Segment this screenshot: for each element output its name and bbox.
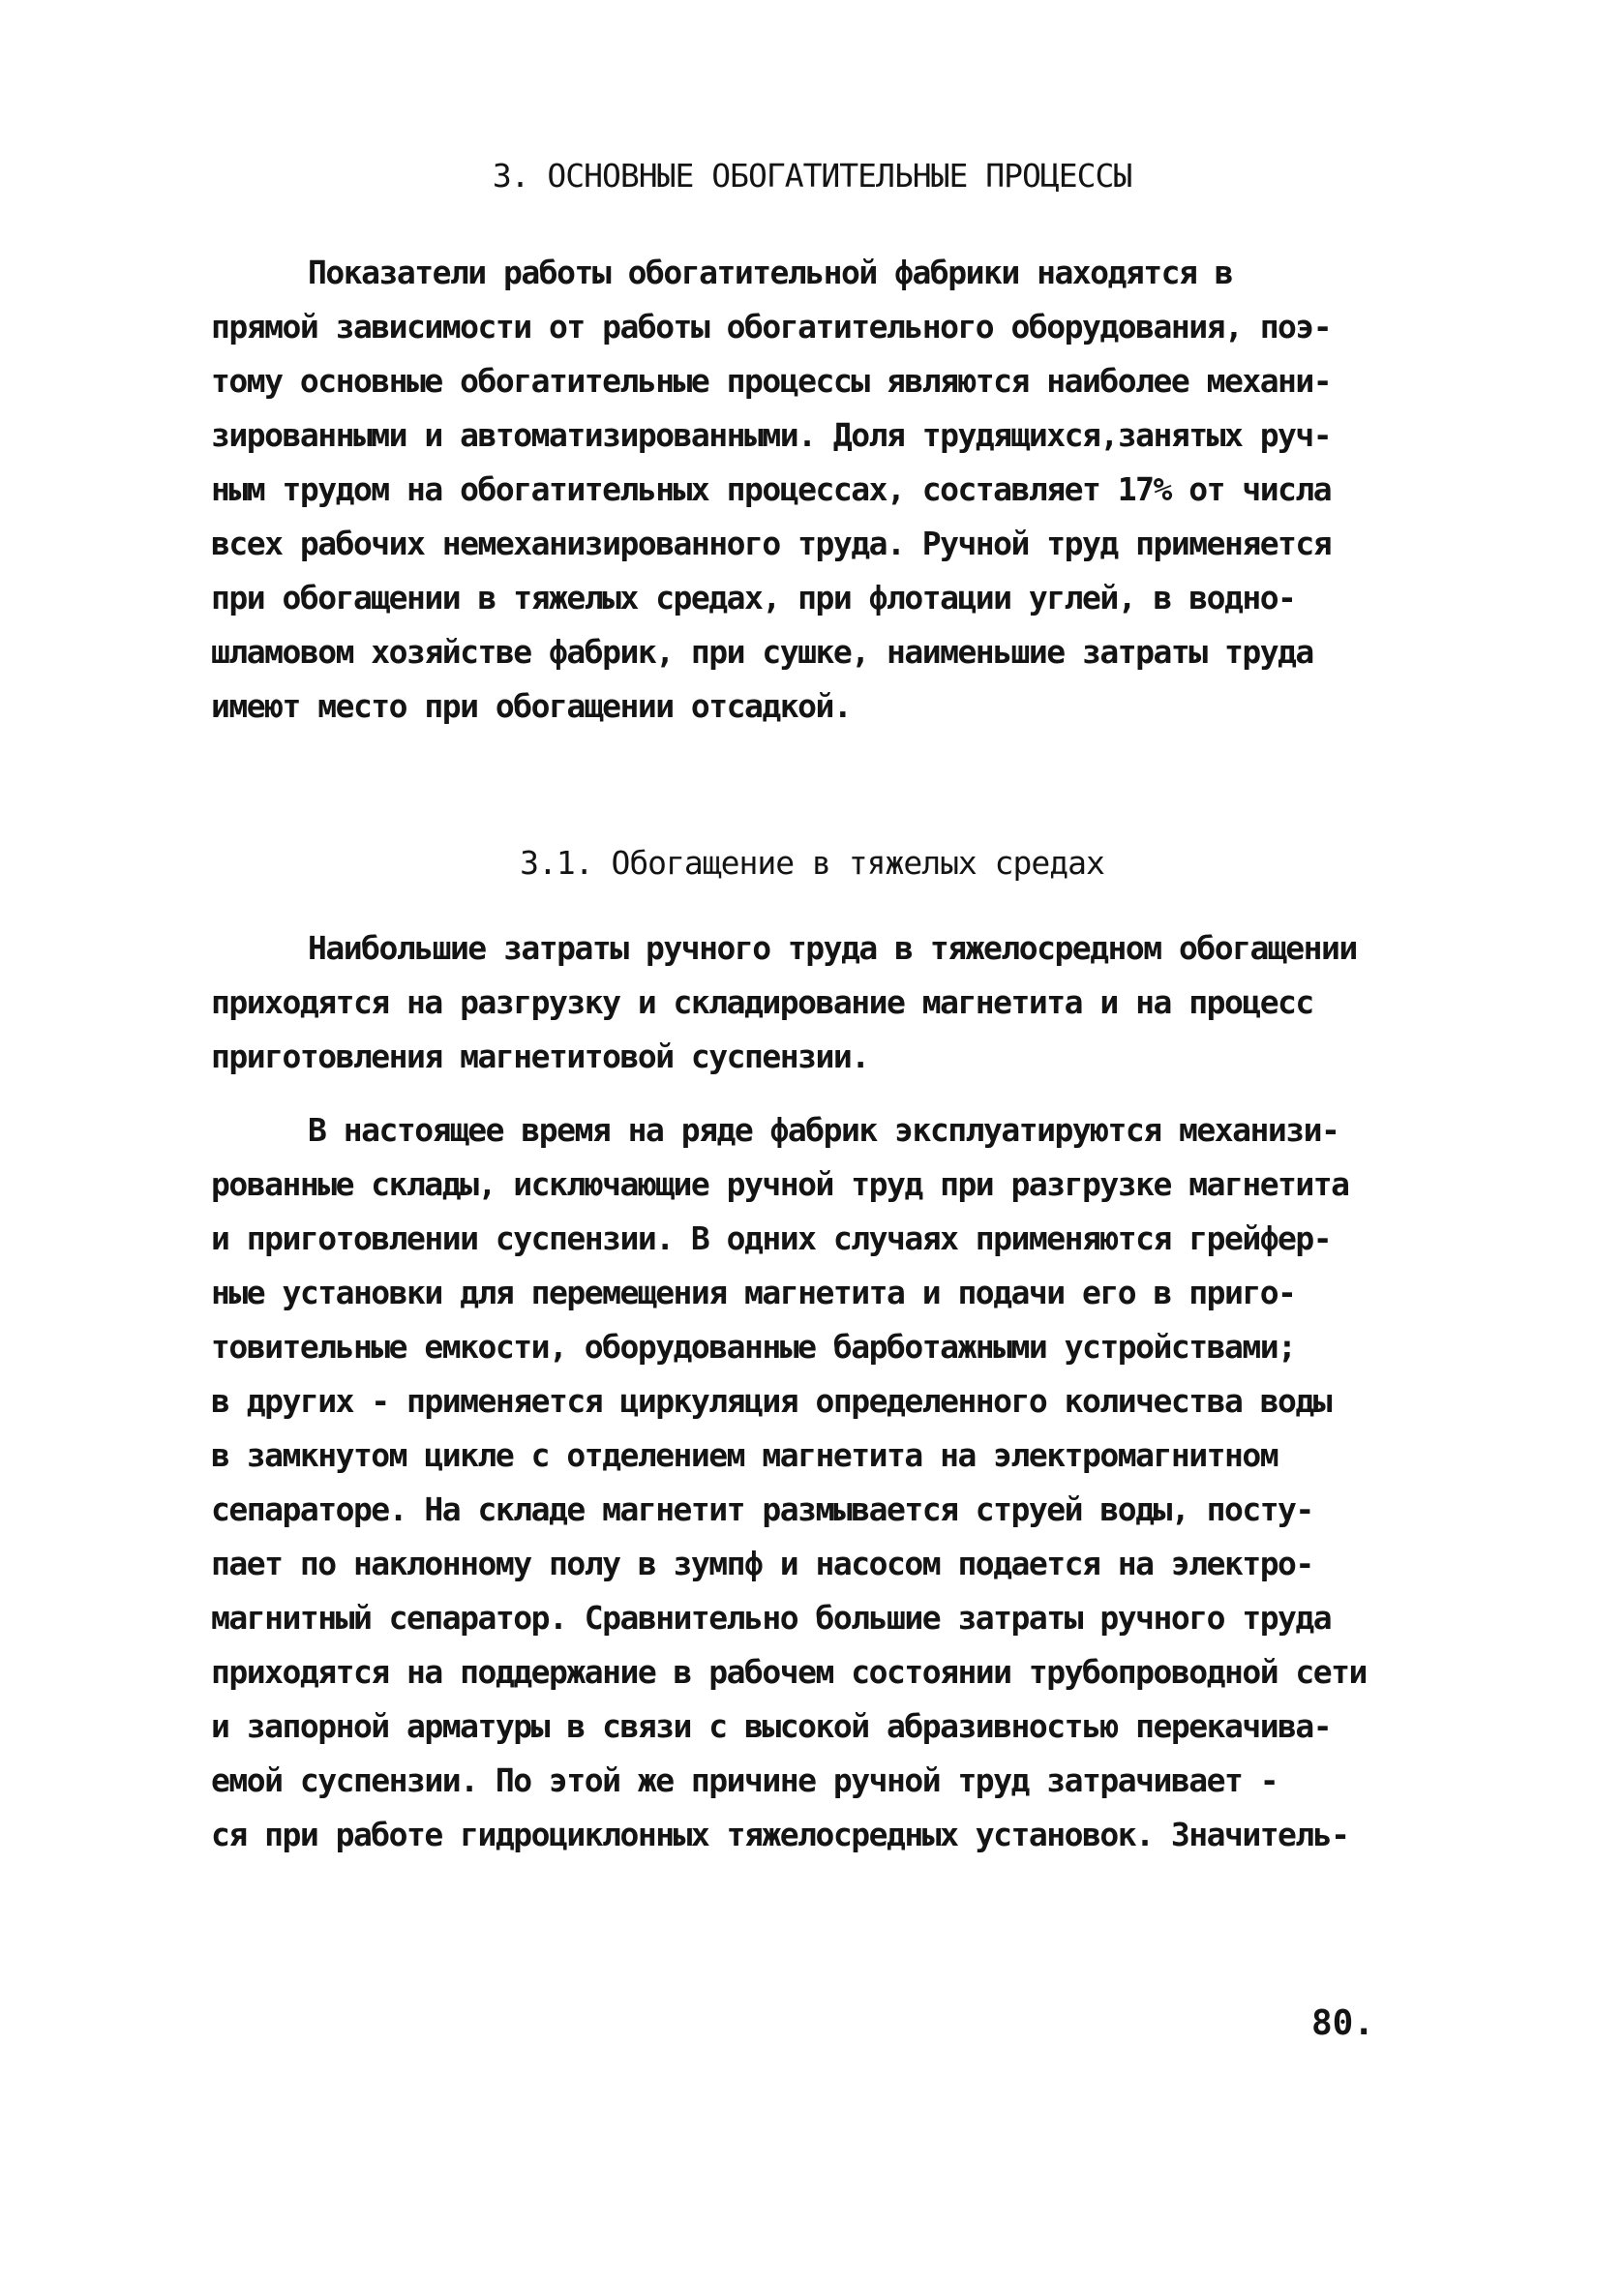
text-line: приготовления магнетитовой суспензии. <box>211 1038 869 1075</box>
text-line: ные установки для перемещения магнетита и подачи его в приго- <box>211 1274 1296 1311</box>
subsection-heading: 3.1. Обогащение в тяжелых средах <box>520 844 1104 882</box>
text-line: зированными и автоматизированными. Доля трудящихся,занятых руч- <box>211 416 1332 454</box>
text-line: емой суспензии. По этой же причине ручной труд затрачивает - <box>211 1761 1278 1799</box>
text-line: пает по наклонному полу в зумпф и насосом подается на электро- <box>211 1545 1313 1582</box>
text-line: при обогащении в тяжелых средах, при флотации углей, в водно- <box>211 579 1296 617</box>
text-line: магнитный сепаратор. Сравнительно большие затраты ручного труда <box>211 1599 1332 1637</box>
paragraph-2 <box>211 921 1479 1084</box>
text-line: прямой зависимости от работы обогатительного оборудования, поэ- <box>211 308 1332 346</box>
text-line: В настоящее время на ряде фабрик эксплуатируются механизи- <box>308 1111 1339 1149</box>
text-line: Наибольшие затраты ручного труда в тяжелосредном обогащении <box>308 929 1357 967</box>
text-line: приходятся на разгрузку и складирование магнетита и на процесс <box>211 983 1313 1021</box>
paragraph-3 <box>211 1103 1479 1862</box>
text-line: Показатели работы обогатительной фабрики находятся в <box>308 254 1233 291</box>
text-line: в замкнутом цикле с отделением магнетита на электромагнитном <box>211 1436 1278 1474</box>
text-line: ным трудом на обогатительных процессах, составляет 17% от числа <box>211 470 1332 508</box>
text-line: имеют место при обогащении отсадкой. <box>211 687 852 725</box>
section-heading: 3. ОСНОВНЫЕ ОБОГАТИТЕЛЬНЫЕ ПРОЦЕССЫ <box>492 157 1132 195</box>
text-line: товительные емкости, оборудованные барботажными устройствами; <box>211 1328 1296 1366</box>
text-line: и приготовлении суспензии. В одних случаях применяются грейфер- <box>211 1219 1332 1257</box>
text-line: сепараторе. На складе магнетит размывается струей воды, посту- <box>211 1490 1313 1528</box>
text-line: тому основные обогатительные процессы являются наиболее механи- <box>211 362 1332 400</box>
text-line: приходятся на поддержание в рабочем состоянии трубопроводной сети <box>211 1653 1367 1691</box>
text-line: всех рабочих немеханизированного труда. Ручной труд применяется <box>211 525 1332 562</box>
text-line: в других - применяется циркуляция определенного количества воды <box>211 1382 1332 1420</box>
text-line: рованные склады, исключающие ручной труд при разгрузке магнетита <box>211 1165 1349 1203</box>
text-line: шламовом хозяйстве фабрик, при сушке, наименьшие затраты труда <box>211 633 1313 671</box>
text-line: ся при работе гидроциклонных тяжелосредных установок. Значитель- <box>211 1816 1349 1853</box>
text-line: и запорной арматуры в связи с высокой абразивностью перекачива- <box>211 1707 1332 1745</box>
paragraph-1 <box>211 246 1479 734</box>
page-number: 80. <box>1311 2003 1375 2043</box>
